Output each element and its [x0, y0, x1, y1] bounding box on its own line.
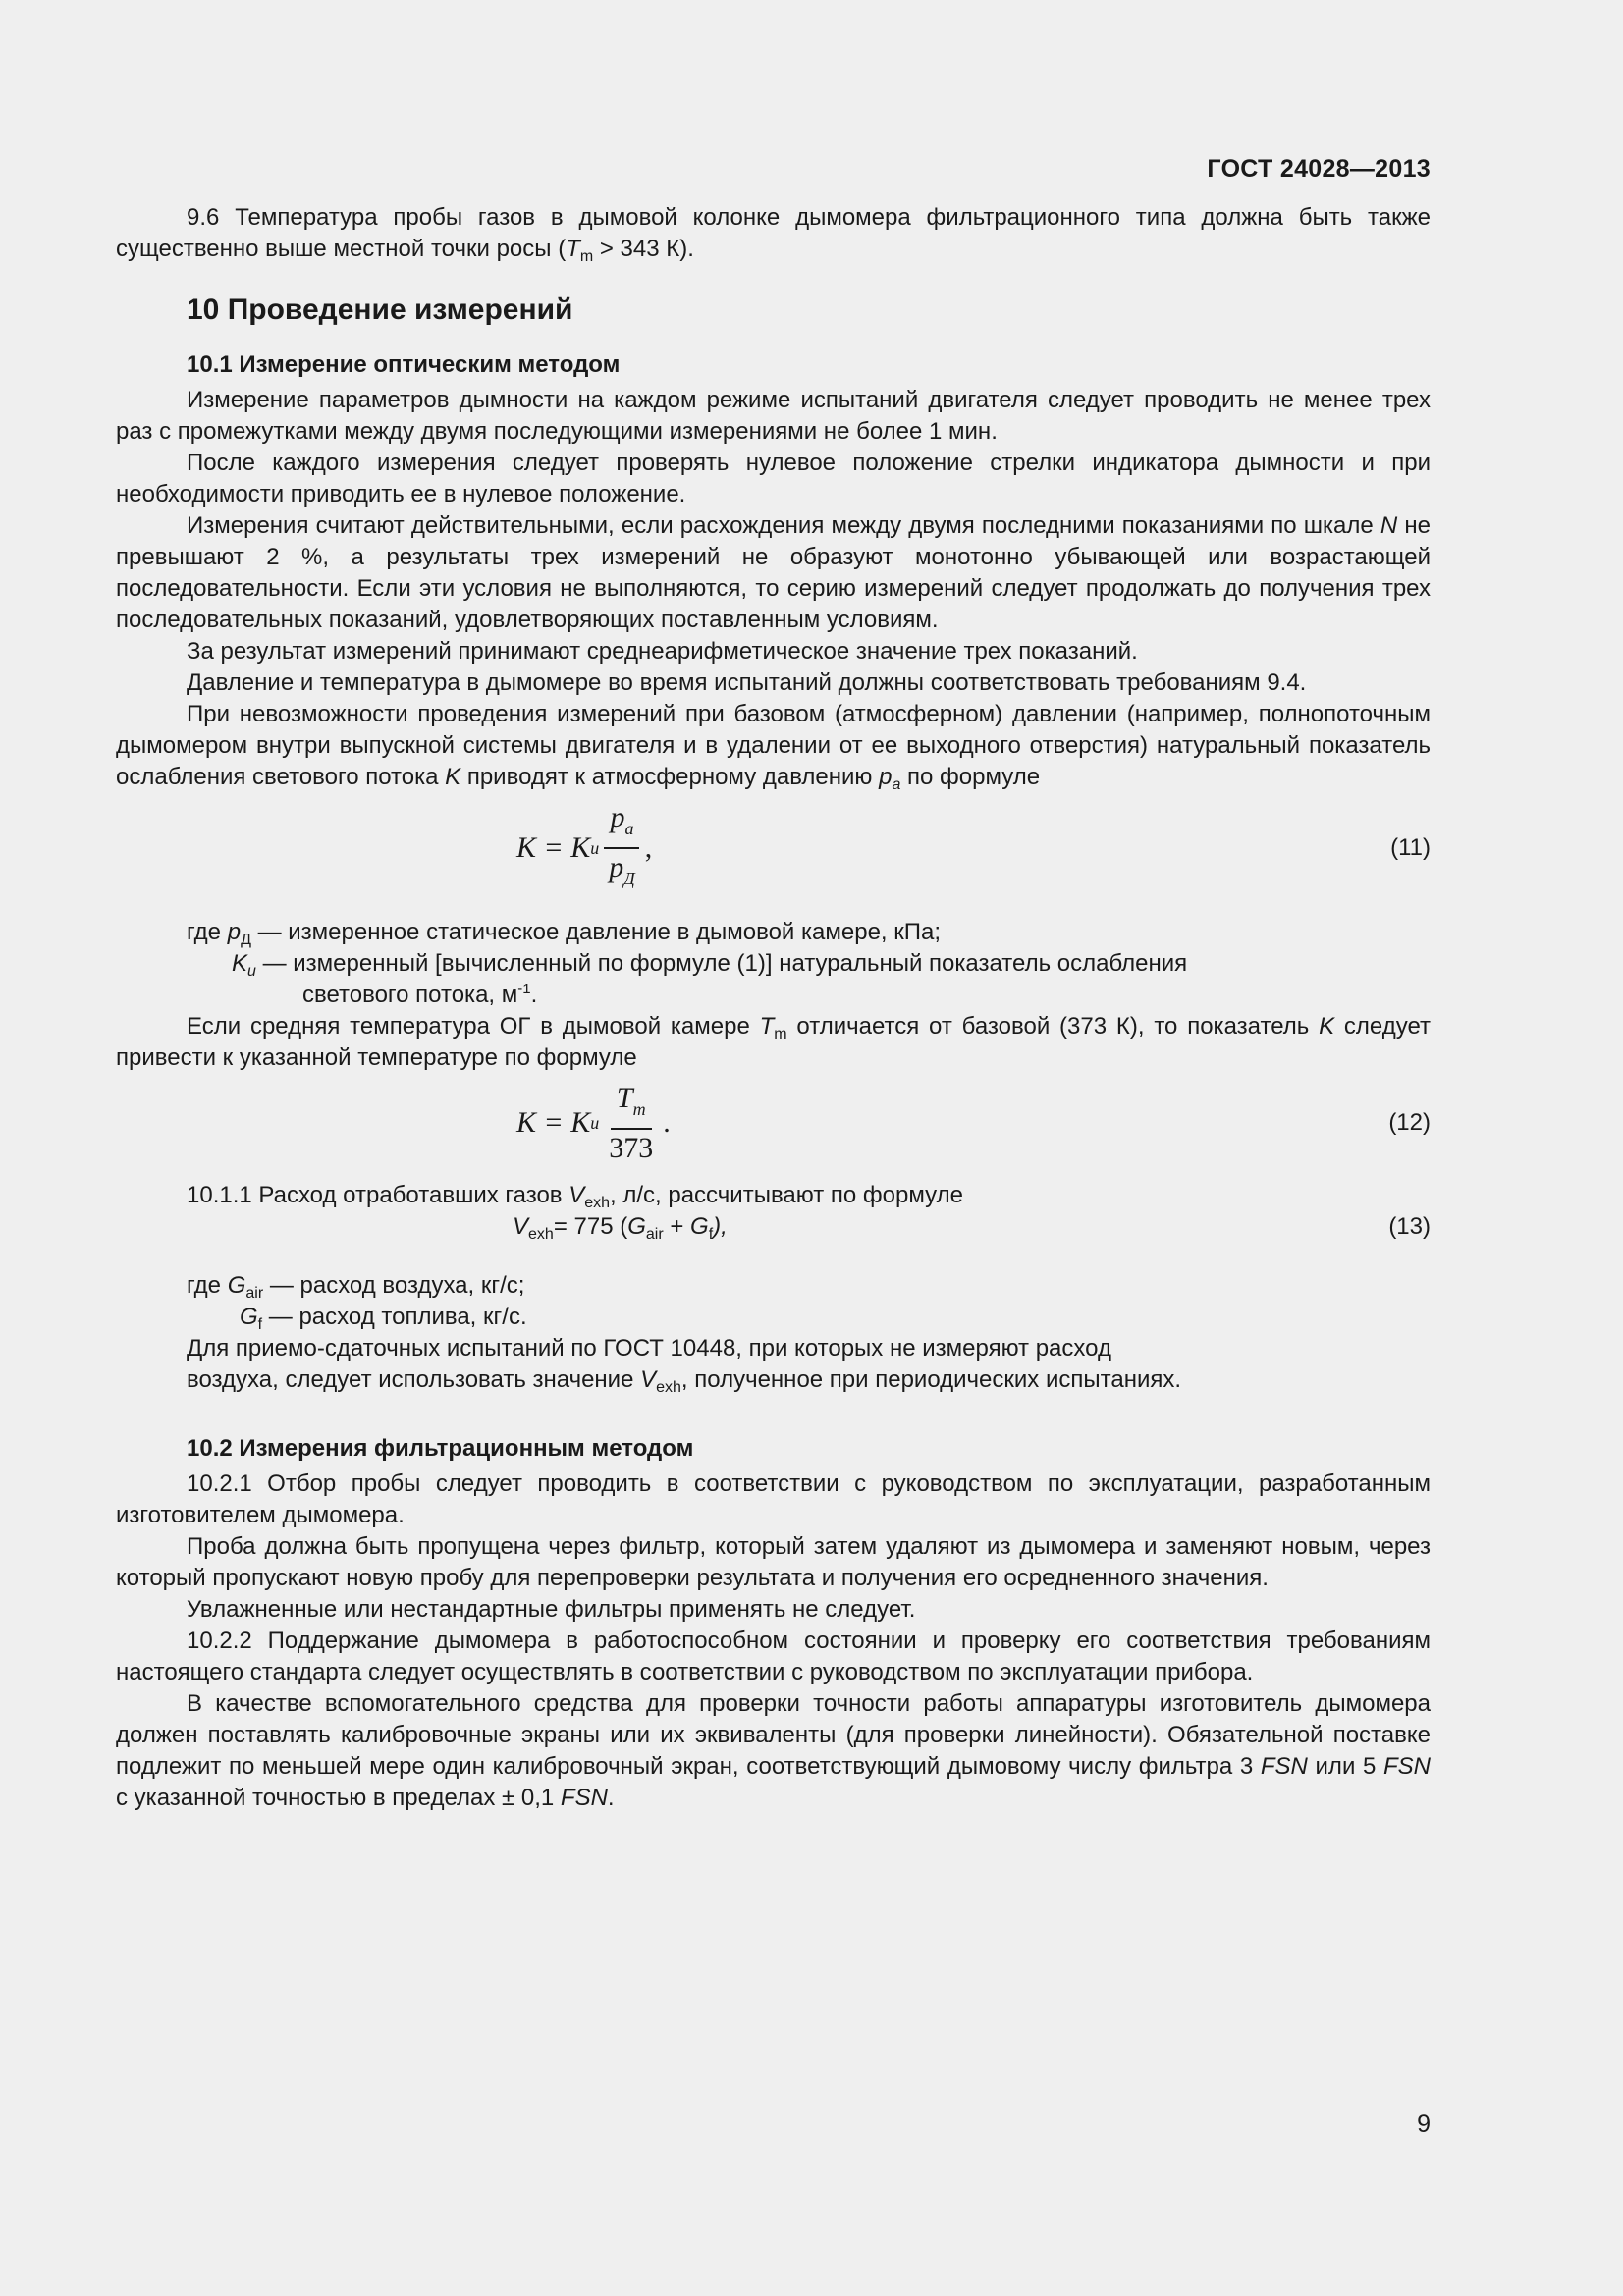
section-10-1-title: 10.1 Измерение оптическим методом: [187, 351, 621, 378]
definition: где $p_Д$ — измеренное статическое давление в дымовой камере, кПа;: [187, 919, 942, 948]
paragraph: За результат измерений принимают среднеарифметическое значение трех показаний.: [187, 638, 1138, 665]
definition-continued: светового потока, $м^{-1}$.: [302, 981, 538, 1008]
paragraph: Если средняя температура ОГ в дымовой камере $T_m$ отличается от базовой (373 К), то показатель K следует привести к указанной температуре по формуле: [116, 1013, 1431, 1071]
paragraph: 10.2.2 Поддержание дымомера в работоспособном состоянии и проверку его соответствия требованиям настоящего стандарта следует осуществлять в соответствии с руководством по эксплуатации прибора.: [116, 1628, 1431, 1685]
paragraph: Увлажненные или нестандартные фильтры применять не следует.: [187, 1596, 916, 1623]
page-content: [116, 202, 1431, 1814]
paragraph: Измерения считают действительными, если расхождения между двумя последними показаниями по шкале N не превышают 2 %, а результаты трех измерений не образуют монотонно убывающей или возрастающей последовательности. Если эти условия не выполняются, то серию измерений следует продолжать до получения трех последовательных показаний, удовлетворяющих поставленным условиям.: [116, 512, 1431, 633]
formula-13: $V_{exh}= 775$ $(G_{air} + G_f)$, (13): [513, 1213, 1431, 1243]
formula-12: K = K u $\frac{T_m}{373}$ . (12): [116, 1080, 1431, 1166]
paragraph: 10.2.1 Отбор пробы следует проводить в соответствии с руководством по эксплуатации, разработанным изготовителем дымомера.: [116, 1470, 1431, 1528]
definition: где $G_{air}$ — расход воздуха, кг/с;: [187, 1272, 525, 1302]
page-number: 9: [1417, 2110, 1431, 2138]
section-10-title: 10 Проведение измерений: [187, 294, 573, 326]
paragraph: Давление и температура в дымомере во время испытаний должны соответствовать требованиям 9.4.: [187, 669, 1307, 696]
document-id: ГОСТ 24028—2013: [1207, 155, 1431, 183]
definition: $K_u$ — измеренный [вычисленный по формуле (1)] натуральный показатель ослабления: [232, 950, 1188, 980]
paragraph: После каждого измерения следует проверять нулевое положение стрелки индикатора дымности и при необходимости приводить ее в нулевое положение.: [116, 450, 1431, 507]
section-10-2-title: 10.2 Измерения фильтрационным методом: [187, 1435, 694, 1462]
equation-number: (11): [1390, 834, 1431, 861]
paragraph-continued: воздуха, следует использовать значение $V_{exh}$, полученное при периодических испытаниях.: [187, 1366, 1182, 1396]
definition: $G_f$ — расход топлива, кг/с.: [240, 1304, 527, 1333]
formula-11: K = K u $\frac{p_a}{p_Д}$ , (11): [116, 799, 1431, 897]
paragraph: При невозможности проведения измерений при базовом (атмосферном) давлении (например, полнопоточным дымомером внутри выпускной системы двигателя и в удалении от ее выходного отверстия) натуральный показатель ослабления светового потока K приводят к атмосферному давлению $p_a$ по формуле: [116, 701, 1431, 793]
equation-number: (12): [1388, 1109, 1431, 1136]
paragraph-9-6: 9.6 Температура пробы газов в дымовой колонке дымомера фильтрационного типа должна быть также существенно выше местной точки росы ($T_m > 343$ К).: [116, 204, 1431, 265]
paragraph: Измерение параметров дымности на каждом режиме испытаний двигателя следует проводить не менее трех раз с промежутками между двумя последующими измерениями не более 1 мин.: [116, 387, 1431, 445]
paragraph: Для приемо-сдаточных испытаний по ГОСТ 10448, при которых не измеряют расход: [187, 1335, 1111, 1362]
equation-number: (13): [1388, 1213, 1431, 1240]
paragraph-10-1-1: 10.1.1 Расход отработавших газов $V_{exh}$, л/с, рассчитывают по формуле: [187, 1182, 963, 1211]
paragraph: Проба должна быть пропущена через фильтр, который затем удаляют из дымомера и заменяют новым, через который пропускают новую пробу для перепроверки результата и получения его осредненного значения.: [116, 1533, 1431, 1591]
paragraph: В качестве вспомогательного средства для проверки точности работы аппаратуры изготовитель дымомера должен поставлять калибровочные экраны или их эквиваленты (для проверки линейности). Обязательной поставке подлежит по меньшей мере один калибровочный экран, соответствующий дымовому числу фильтра 3 FSN или 5 FSN с указанной точностью в пределах ± 0,1 FSN.: [116, 1690, 1431, 1811]
